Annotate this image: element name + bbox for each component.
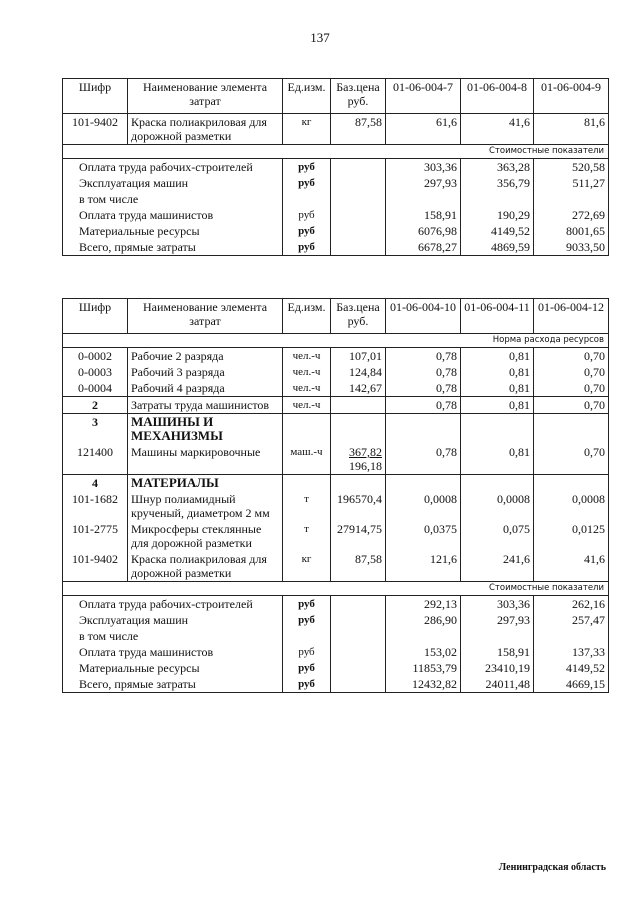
cost-table-1 (62, 78, 609, 256)
summary-price-empty (331, 207, 386, 223)
resource-code: 2 (63, 397, 128, 414)
summary-value: 137,33 (534, 644, 609, 660)
summary-value: 6678,27 (386, 239, 461, 256)
summary-unit (283, 628, 331, 644)
table-header (63, 299, 609, 334)
norm-value: 0,81 (461, 397, 534, 414)
header-row (63, 79, 609, 114)
table-row (63, 348, 609, 365)
summary-value: 190,29 (461, 207, 534, 223)
row-group (63, 397, 609, 414)
row-group (63, 475, 609, 582)
norm-value: 0,70 (534, 397, 609, 414)
resource-code: 3 (63, 414, 128, 445)
norm-value: 61,6 (386, 114, 461, 145)
summary-value: 8001,65 (534, 223, 609, 239)
summary-value (534, 628, 609, 644)
summary-value: 23410,19 (461, 660, 534, 676)
base-price (331, 414, 386, 445)
unit (283, 475, 331, 492)
summary-value: 158,91 (386, 207, 461, 223)
base-price-value: 87,58 (355, 552, 382, 566)
norm-value: 121,6 (386, 551, 461, 582)
norm-value (386, 475, 461, 492)
summary-row (63, 239, 609, 256)
norm-label-section (63, 334, 609, 348)
summary-value: 511,27 (534, 175, 609, 191)
summary-value: 9033,50 (534, 239, 609, 256)
base-price-value: 107,01 (349, 349, 382, 363)
unit: т (283, 521, 331, 551)
norm-value: 0,0375 (386, 521, 461, 551)
summary-name: Оплата труда машинистов (63, 644, 283, 660)
column-header: Наименование элемента затрат (128, 299, 283, 334)
summary-price-empty (331, 612, 386, 628)
summary-value (461, 191, 534, 207)
unit: т (283, 491, 331, 521)
summary-unit: руб (283, 676, 331, 693)
summary-name: Материальные ресурсы (63, 660, 283, 676)
norm-value: 0,81 (461, 380, 534, 397)
column-header: Баз.цена руб. (331, 79, 386, 114)
summary-name: в том числе (63, 191, 283, 207)
norm-value: 0,0125 (534, 521, 609, 551)
summary-row (63, 644, 609, 660)
summary-row (63, 676, 609, 693)
summary-price-empty (331, 159, 386, 176)
table-row (63, 444, 609, 475)
summary-price-empty (331, 175, 386, 191)
summary-value: 272,69 (534, 207, 609, 223)
norm-value: 0,70 (534, 348, 609, 365)
unit: чел.-ч (283, 397, 331, 414)
base-price (331, 444, 386, 475)
base-price-value: 87,58 (355, 115, 382, 129)
resource-code: 101-9402 (63, 114, 128, 145)
summary-section (63, 159, 609, 256)
summary-value: 297,93 (461, 612, 534, 628)
table-row (63, 551, 609, 582)
summary-name: Оплата труда рабочих-строителей (63, 159, 283, 176)
summary-value: 363,28 (461, 159, 534, 176)
norm-value: 0,70 (534, 380, 609, 397)
table-row (63, 364, 609, 380)
column-header: Наименование элемента затрат (128, 79, 283, 114)
page-number: 137 (310, 30, 330, 45)
norm-value: 0,78 (386, 397, 461, 414)
summary-unit: руб (283, 239, 331, 256)
column-header: 01-06-004-12 (534, 299, 609, 334)
summary-unit: руб (283, 596, 331, 613)
resource-code: 101-1682 (63, 491, 128, 521)
base-price (331, 551, 386, 582)
base-price (331, 397, 386, 414)
section-label-row (63, 582, 609, 596)
norm-value: 0,81 (461, 348, 534, 365)
base-price (331, 114, 386, 145)
summary-unit: руб (283, 175, 331, 191)
summary-unit: руб (283, 223, 331, 239)
summary-name: Оплата труда рабочих-строителей (63, 596, 283, 613)
base-price-value: 142,67 (349, 381, 382, 395)
resource-code: 4 (63, 475, 128, 492)
resource-name: Микросферы стеклянные для дорожной разметки (128, 521, 283, 551)
summary-row (63, 191, 609, 207)
column-header: 01-06-004-9 (534, 79, 609, 114)
base-price (331, 475, 386, 492)
summary-value: 297,93 (386, 175, 461, 191)
summary-value: 292,13 (386, 596, 461, 613)
norm-value (386, 414, 461, 445)
table-row (63, 397, 609, 414)
table-row (63, 491, 609, 521)
base-price-secondary: 196,18 (349, 459, 382, 473)
norm-value (461, 475, 534, 492)
column-header: 01-06-004-7 (386, 79, 461, 114)
norm-value: 0,075 (461, 521, 534, 551)
resource-name: Машины маркировочные (128, 444, 283, 475)
unit: кг (283, 114, 331, 145)
norm-value: 0,0008 (534, 491, 609, 521)
norm-value: 0,78 (386, 348, 461, 365)
summary-name: Материальные ресурсы (63, 223, 283, 239)
summary-value (461, 628, 534, 644)
summary-value: 303,36 (386, 159, 461, 176)
summary-value: 4149,52 (534, 660, 609, 676)
unit: чел.-ч (283, 364, 331, 380)
summary-price-empty (331, 676, 386, 693)
summary-price-empty (331, 596, 386, 613)
resource-name: Затраты труда машинистов (128, 397, 283, 414)
summary-unit: руб (283, 660, 331, 676)
summary-name: Эксплуатация машин (63, 175, 283, 191)
base-price-value: 196570,4 (337, 492, 382, 506)
summary-value (534, 191, 609, 207)
norm-value: 241,6 (461, 551, 534, 582)
cost-table-2 (62, 298, 609, 693)
table-row (63, 521, 609, 551)
table-row (63, 114, 609, 145)
section-label-row (63, 334, 609, 348)
summary-unit: руб (283, 207, 331, 223)
resource-name: Рабочий 4 разряда (128, 380, 283, 397)
unit: маш.-ч (283, 444, 331, 475)
header-row (63, 299, 609, 334)
summary-value: 153,02 (386, 644, 461, 660)
norm-value: 0,78 (386, 444, 461, 475)
resource-name: Рабочие 2 разряда (128, 348, 283, 365)
summary-name: Всего, прямые затраты (63, 239, 283, 256)
unit (283, 414, 331, 445)
summary-unit: руб (283, 644, 331, 660)
base-price (331, 380, 386, 397)
base-price-value: 27914,75 (337, 522, 382, 536)
summary-price-empty (331, 628, 386, 644)
resource-name: МАТЕРИАЛЫ (128, 475, 283, 492)
summary-row (63, 207, 609, 223)
summary-value: 257,47 (534, 612, 609, 628)
norm-value: 0,78 (386, 364, 461, 380)
norm-value: 81,6 (534, 114, 609, 145)
summary-value (386, 191, 461, 207)
summary-value: 4869,59 (461, 239, 534, 256)
column-header: Шифр (63, 299, 128, 334)
summary-row (63, 596, 609, 613)
summary-value: 303,36 (461, 596, 534, 613)
column-header: Шифр (63, 79, 128, 114)
table-header (63, 79, 609, 114)
summary-price-empty (331, 644, 386, 660)
summary-label-section (63, 145, 609, 159)
table-row (63, 475, 609, 492)
summary-value: 158,91 (461, 644, 534, 660)
norm-value (461, 414, 534, 445)
resource-name: Шнур полиамидный крученый, диаметром 2 мм (128, 491, 283, 521)
table-row (63, 414, 609, 445)
summary-price-empty (331, 191, 386, 207)
summary-section (63, 596, 609, 693)
row-group (63, 114, 609, 145)
norm-value: 0,70 (534, 364, 609, 380)
norm-value: 0,78 (386, 380, 461, 397)
summary-price-empty (331, 239, 386, 256)
summary-value: 286,90 (386, 612, 461, 628)
norm-value: 0,70 (534, 444, 609, 475)
resource-code: 121400 (63, 444, 128, 475)
section-label-row (63, 145, 609, 159)
summary-name: в том числе (63, 628, 283, 644)
column-header: Ед.изм. (283, 299, 331, 334)
summary-value: 356,79 (461, 175, 534, 191)
norm-value: 0,0008 (386, 491, 461, 521)
base-price (331, 348, 386, 365)
summary-unit: руб (283, 612, 331, 628)
summary-price-empty (331, 223, 386, 239)
summary-value: 11853,79 (386, 660, 461, 676)
summary-value: 4149,52 (461, 223, 534, 239)
summary-row (63, 660, 609, 676)
row-group (63, 414, 609, 475)
norm-value: 0,0008 (461, 491, 534, 521)
norm-label: Норма расхода ресурсов (63, 334, 609, 348)
summary-unit: руб (283, 159, 331, 176)
summary-value: 12432,82 (386, 676, 461, 693)
unit: чел.-ч (283, 380, 331, 397)
summary-name: Оплата труда машинистов (63, 207, 283, 223)
column-header: 01-06-004-8 (461, 79, 534, 114)
resource-code: 0-0003 (63, 364, 128, 380)
row-group (63, 348, 609, 397)
resource-name: Краска полиакриловая для дорожной разметки (128, 551, 283, 582)
summary-row (63, 175, 609, 191)
summary-label: Стоимостные показатели (63, 145, 609, 159)
summary-row (63, 628, 609, 644)
unit: чел.-ч (283, 348, 331, 365)
base-price (331, 491, 386, 521)
norm-value (534, 414, 609, 445)
summary-name: Эксплуатация машин (63, 612, 283, 628)
norm-value: 41,6 (534, 551, 609, 582)
base-price-value: 124,84 (349, 365, 382, 379)
footer-region: Ленинградская область (498, 862, 606, 873)
summary-value: 24011,48 (461, 676, 534, 693)
summary-row (63, 612, 609, 628)
summary-value: 4669,15 (534, 676, 609, 693)
base-price (331, 364, 386, 380)
summary-value: 262,16 (534, 596, 609, 613)
resource-code: 101-9402 (63, 551, 128, 582)
summary-value: 520,58 (534, 159, 609, 176)
summary-label: Стоимостные показатели (63, 582, 609, 596)
summary-name: Всего, прямые затраты (63, 676, 283, 693)
resource-name: Краска полиакриловая для дорожной разметки (128, 114, 283, 145)
column-header: Ед.изм. (283, 79, 331, 114)
summary-row (63, 223, 609, 239)
resource-name: МАШИНЫ И МЕХАНИЗМЫ (128, 414, 283, 445)
norm-value: 0,81 (461, 444, 534, 475)
summary-row (63, 159, 609, 176)
base-price (331, 521, 386, 551)
summary-unit (283, 191, 331, 207)
resource-code: 0-0002 (63, 348, 128, 365)
summary-label-section (63, 582, 609, 596)
norm-value (534, 475, 609, 492)
resource-code: 101-2775 (63, 521, 128, 551)
summary-value (386, 628, 461, 644)
norm-value: 0,81 (461, 364, 534, 380)
column-header: Баз.цена руб. (331, 299, 386, 334)
column-header: 01-06-004-10 (386, 299, 461, 334)
unit: кг (283, 551, 331, 582)
summary-value: 6076,98 (386, 223, 461, 239)
resource-name: Рабочий 3 разряда (128, 364, 283, 380)
summary-price-empty (331, 660, 386, 676)
resource-code: 0-0004 (63, 380, 128, 397)
table-row (63, 380, 609, 397)
base-price-value: 367,82 (349, 445, 382, 459)
norm-value: 41,6 (461, 114, 534, 145)
column-header: 01-06-004-11 (461, 299, 534, 334)
